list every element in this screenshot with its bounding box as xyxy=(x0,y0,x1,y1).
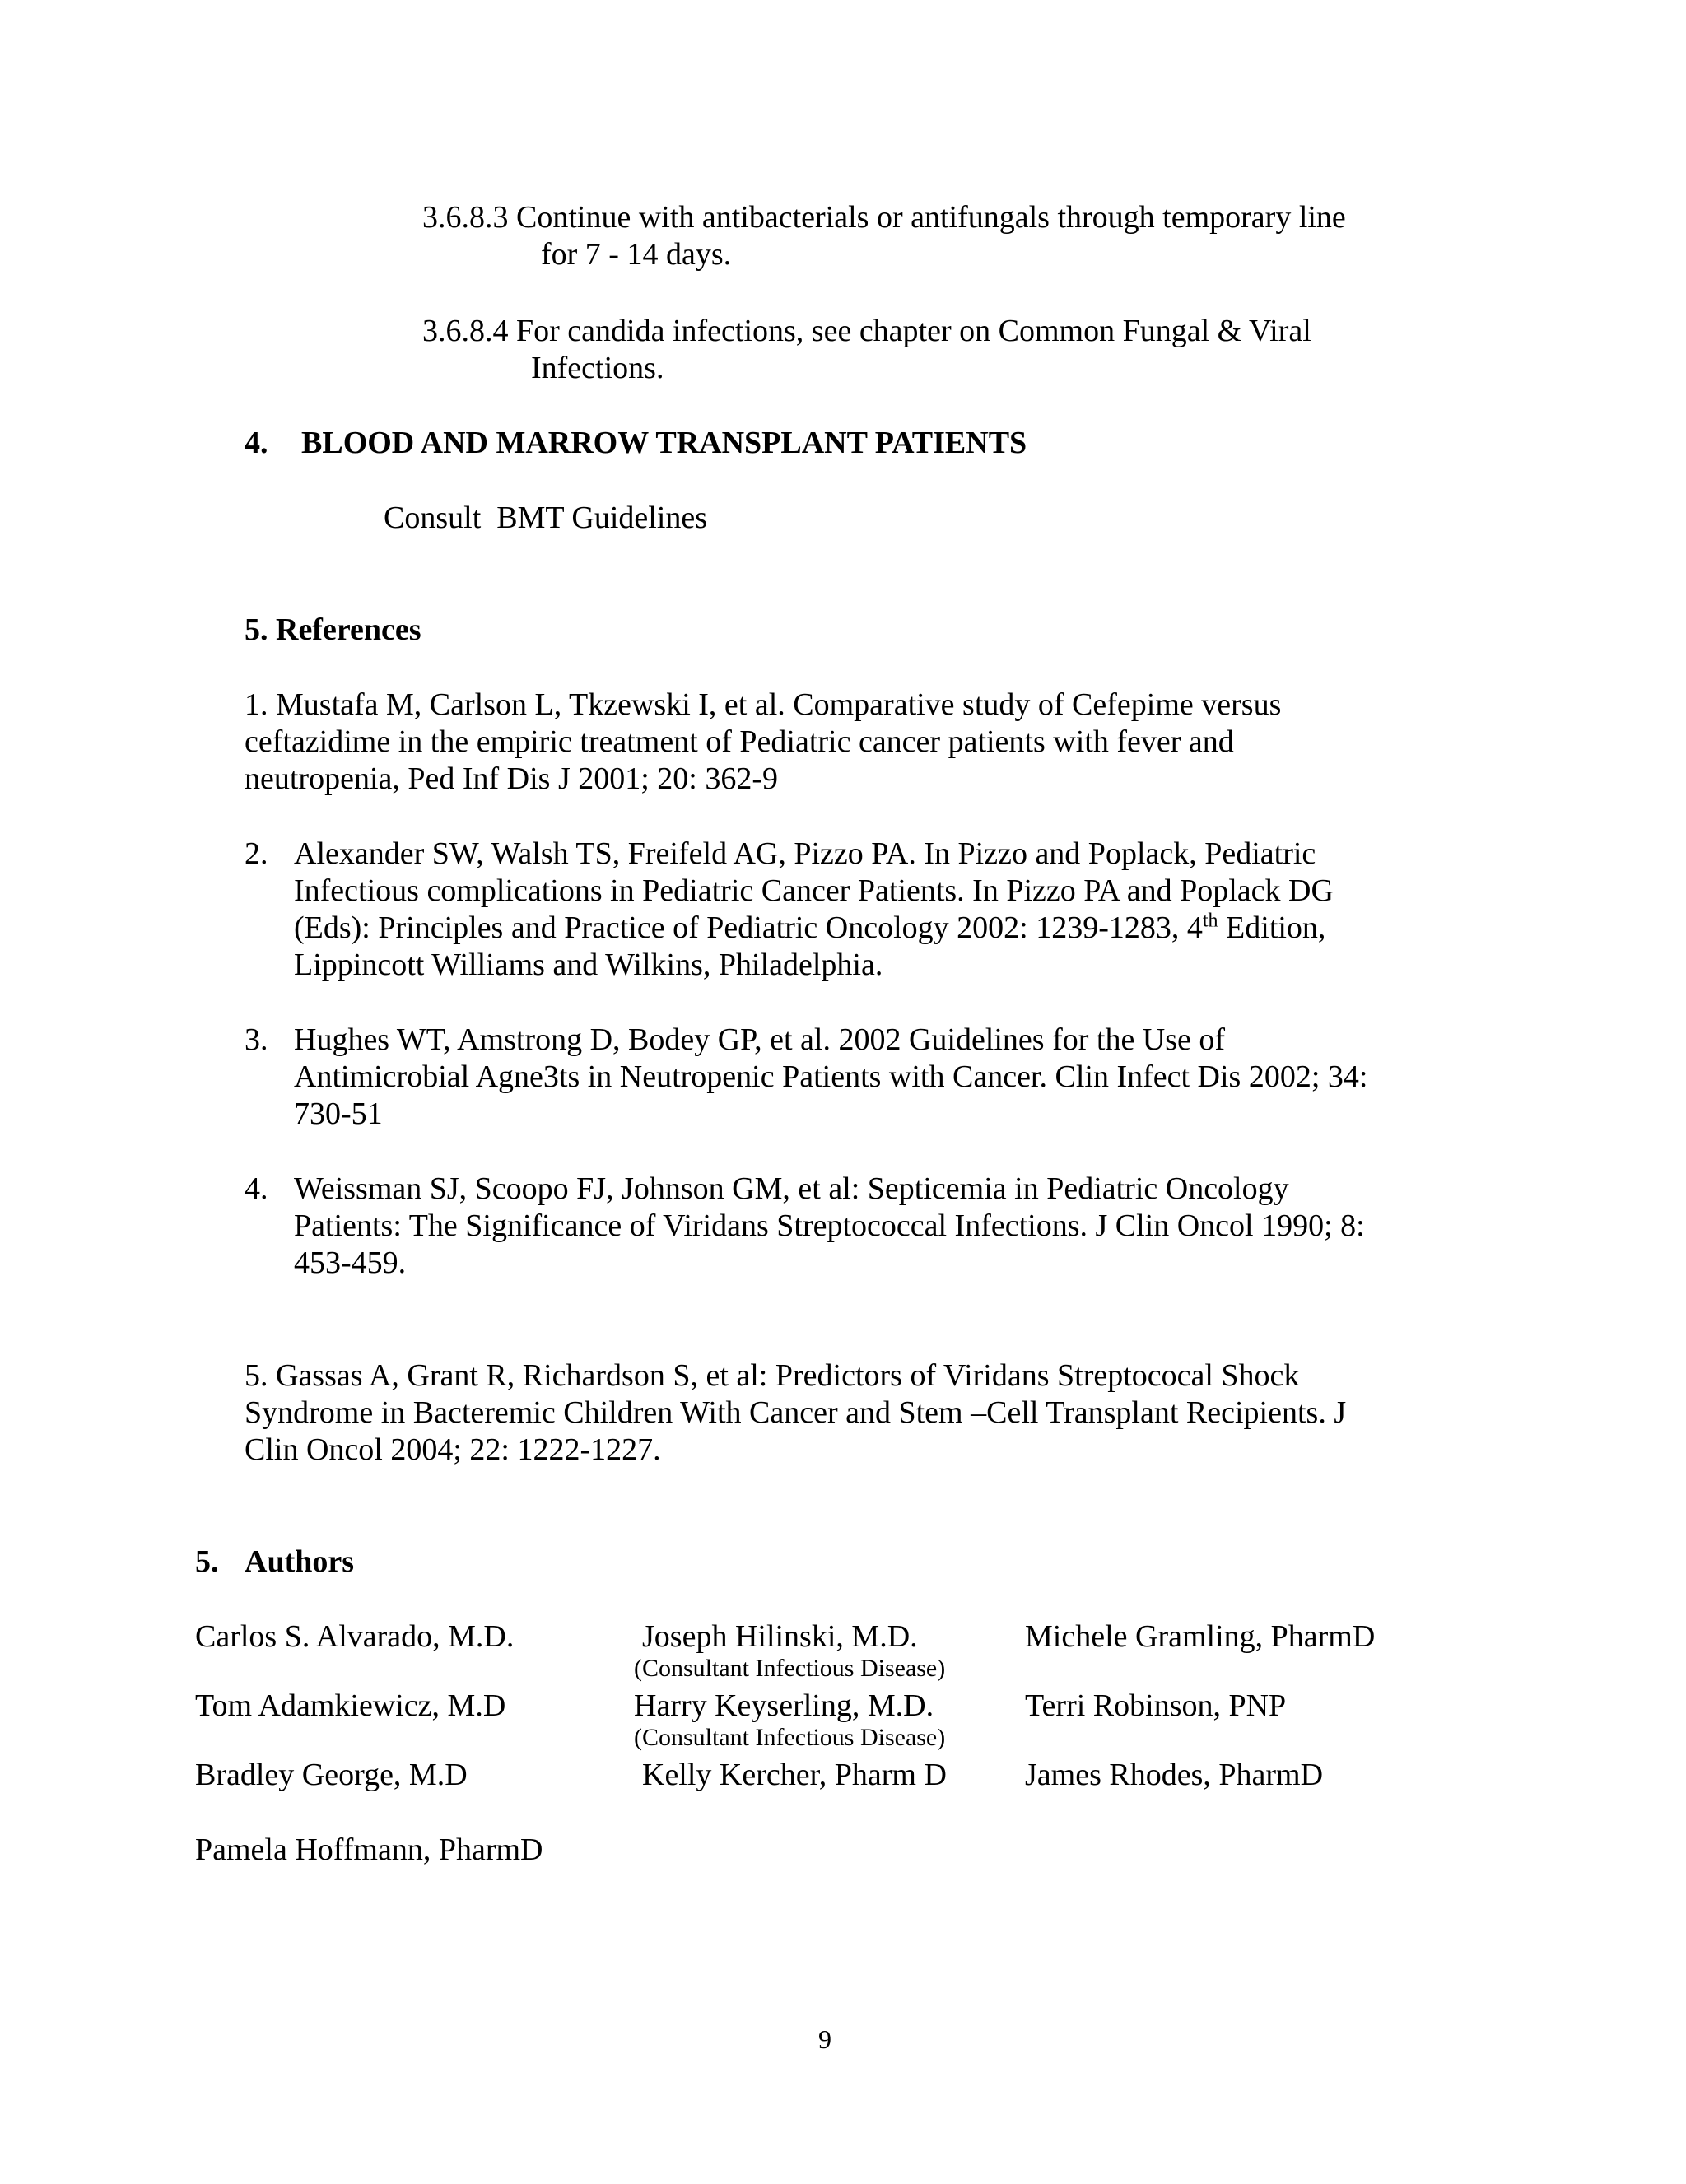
author-name: Bradley George, M.D xyxy=(195,1758,468,1792)
author-name: Terri Robinson, PNP xyxy=(1025,1688,1287,1723)
section-4-number: 4. xyxy=(245,426,268,460)
consult-bmt-guidelines: Consult BMT Guidelines xyxy=(384,501,708,535)
authors-number: 5. xyxy=(195,1544,219,1579)
author-name: Tom Adamkiewicz, M.D xyxy=(195,1688,506,1723)
item-3-6-8-4-line1: 3.6.8.4 For candida infections, see chapter on Common Fungal & Viral xyxy=(422,314,1311,348)
reference-3-line: Hughes WT, Amstrong D, Bodey GP, et al. 2002 Guidelines for the Use of xyxy=(294,1022,1226,1057)
reference-2-line xyxy=(294,910,1325,947)
reference-5-line: Clin Oncol 2004; 22: 1222-1227. xyxy=(245,1432,661,1467)
item-3-6-8-3-line1: 3.6.8.3 Continue with antibacterials or antifungals through temporary line xyxy=(422,200,1346,235)
author-name: Michele Gramling, PharmD xyxy=(1025,1619,1376,1654)
reference-5-line: 5. Gassas A, Grant R, Richardson S, et al: Predictors of Viridans Streptococal Shock xyxy=(245,1358,1300,1393)
reference-1-line: ceftazidime in the empiric treatment of Pediatric cancer patients with fever and xyxy=(245,724,1234,759)
reference-1-line: 1. Mustafa M, Carlson L, Tkzewski I, et al. Comparative study of Cefepime versus xyxy=(245,687,1282,722)
author-name: Harry Keyserling, M.D. xyxy=(634,1688,934,1723)
references-heading: 5. References xyxy=(245,612,422,647)
reference-2-line3-edition: Edition, xyxy=(1218,910,1326,945)
page-number: 9 xyxy=(818,2024,831,2054)
reference-2-line: Alexander SW, Walsh TS, Freifeld AG, Pizzo PA. In Pizzo and Poplack, Pediatric xyxy=(294,836,1316,871)
reference-3-number: 3. xyxy=(245,1022,268,1057)
reference-3-line: 730-51 xyxy=(294,1097,383,1131)
author-affiliation: (Consultant Infectious Disease) xyxy=(634,1655,946,1682)
reference-2-line3-text: (Eds): Principles and Practice of Pediatric Oncology 2002: 1239-1283, 4 xyxy=(294,910,1203,945)
item-3-6-8-4-line2: Infections. xyxy=(531,351,664,385)
reference-5-line: Syndrome in Bacteremic Children With Cancer and Stem –Cell Transplant Recipients. J xyxy=(245,1395,1347,1430)
author-name: Kelly Kercher, Pharm D xyxy=(642,1758,947,1792)
author-affiliation: (Consultant Infectious Disease) xyxy=(634,1724,946,1751)
reference-2-line: Infectious complications in Pediatric Cancer Patients. In Pizzo PA and Poplack DG xyxy=(294,873,1334,908)
reference-3-line: Antimicrobial Agne3ts in Neutropenic Patients with Cancer. Clin Infect Dis 2002; 34: xyxy=(294,1059,1368,1094)
reference-1-line: neutropenia, Ped Inf Dis J 2001; 20: 362-9 xyxy=(245,761,779,796)
author-name: James Rhodes, PharmD xyxy=(1025,1758,1324,1792)
section-4-heading: BLOOD AND MARROW TRANSPLANT PATIENTS xyxy=(301,426,1027,460)
author-name: Joseph Hilinski, M.D. xyxy=(642,1619,918,1654)
item-3-6-8-3-line2: for 7 - 14 days. xyxy=(541,237,732,272)
reference-4-number: 4. xyxy=(245,1171,268,1206)
authors-heading: Authors xyxy=(245,1544,355,1579)
reference-4-line: 453-459. xyxy=(294,1246,407,1280)
author-name: Carlos S. Alvarado, M.D. xyxy=(195,1619,515,1654)
reference-2-line: Lippincott Williams and Wilkins, Philadelphia. xyxy=(294,948,883,982)
reference-4-line: Patients: The Significance of Viridans Streptococcal Infections. J Clin Oncol 1990; 8: xyxy=(294,1208,1365,1243)
author-name: Pamela Hoffmann, PharmD xyxy=(195,1832,543,1867)
reference-4-line: Weissman SJ, Scoopo FJ, Johnson GM, et al: Septicemia in Pediatric Oncology xyxy=(294,1171,1289,1206)
reference-2-number: 2. xyxy=(245,836,268,871)
superscript-th: th xyxy=(1202,910,1218,932)
